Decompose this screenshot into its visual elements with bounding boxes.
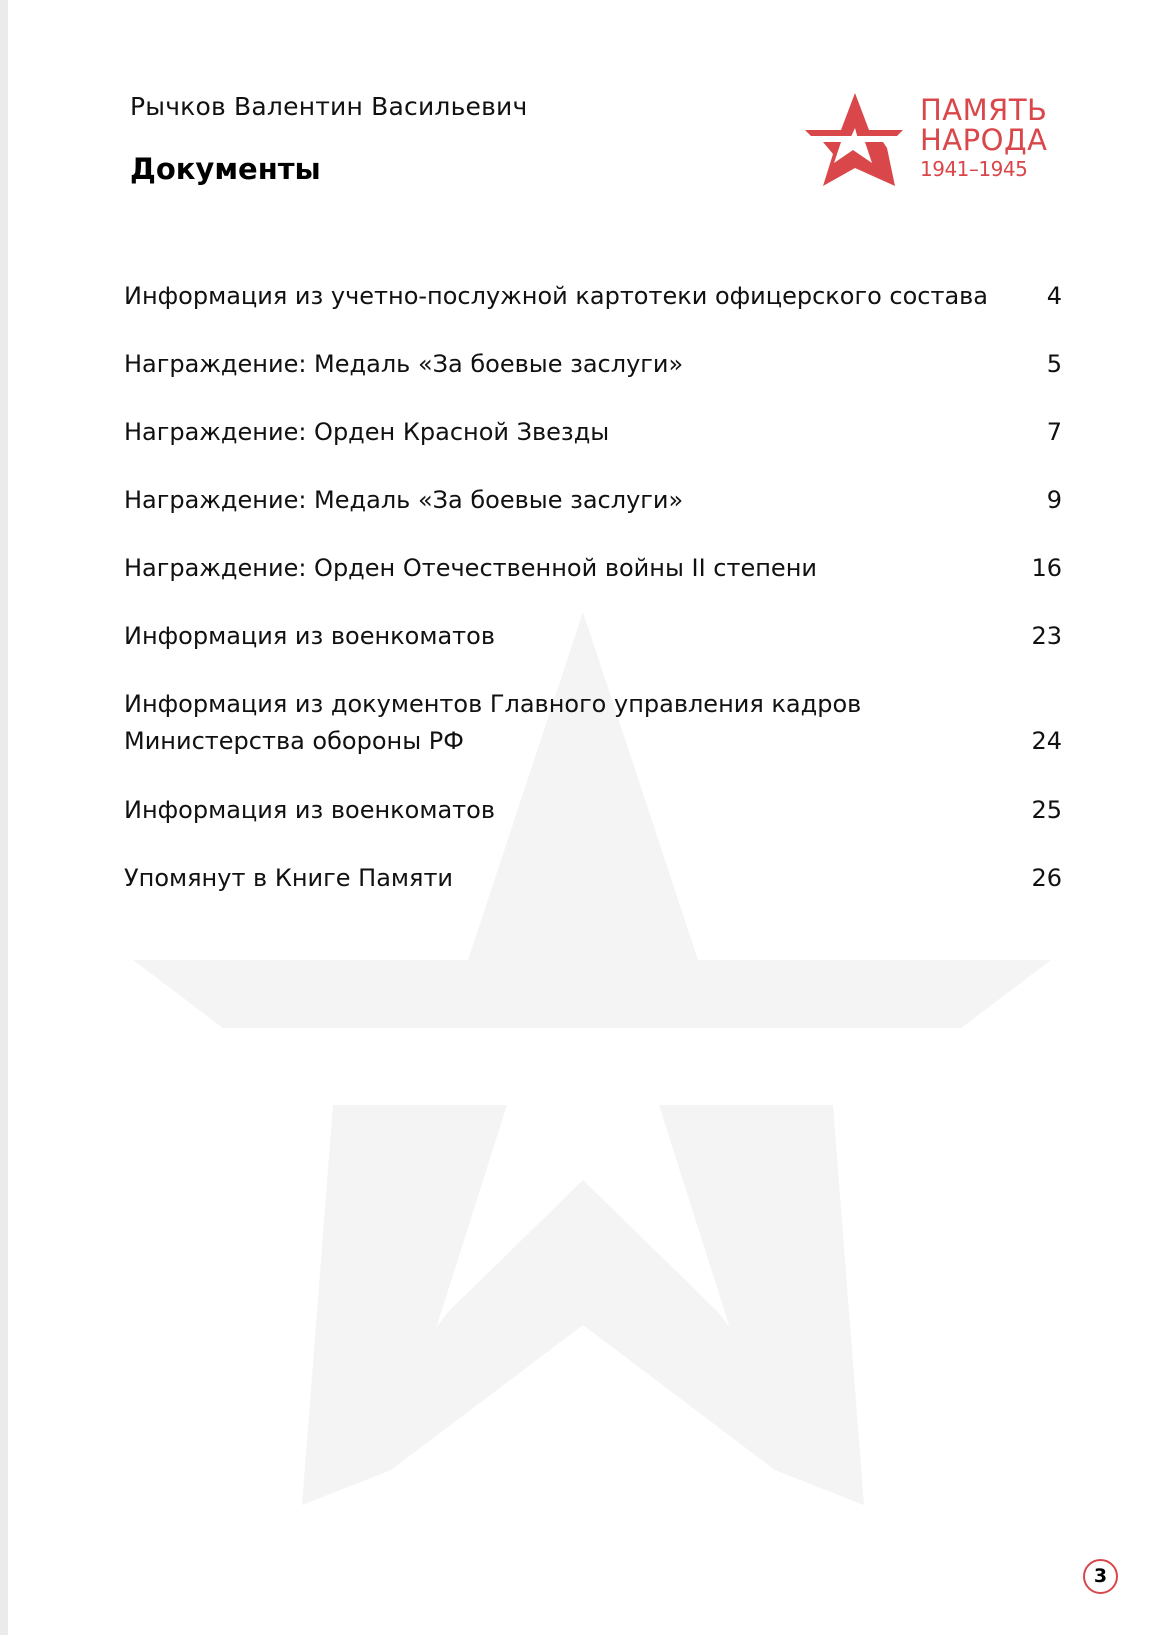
toc-entry-title: Награждение: Орден Красной Звезды — [124, 418, 610, 446]
toc-entry-title: Информация из учетно-послужной картотеки офицерского состава — [124, 282, 988, 310]
toc-entry[interactable] — [124, 414, 1062, 451]
toc-entry-title: Награждение: Медаль «За боевые заслуги» — [124, 350, 684, 378]
toc-entry-page: 5 — [1046, 350, 1062, 378]
toc-entry-page: 24 — [1031, 727, 1062, 755]
toc-entry-page: 16 — [1031, 554, 1062, 582]
pamyat-naroda-logo — [803, 88, 1063, 188]
toc-entry[interactable] — [124, 686, 1062, 760]
toc-entry[interactable] — [124, 860, 1062, 897]
logo-line2: НАРОДА — [920, 123, 1048, 157]
toc-entry[interactable] — [124, 618, 1062, 655]
toc-entry[interactable] — [124, 482, 1062, 519]
toc-entry[interactable] — [124, 792, 1062, 829]
toc-entry-page: 25 — [1031, 796, 1062, 824]
red-star-icon — [803, 88, 903, 188]
toc-entry-page: 9 — [1046, 486, 1062, 514]
logo-line1: ПАМЯТЬ — [920, 93, 1048, 127]
toc-entry-page: 23 — [1031, 622, 1062, 650]
section-title: Документы — [130, 152, 321, 186]
toc-entry-title: Информация из военкоматов — [124, 796, 495, 824]
toc-entry[interactable] — [124, 346, 1062, 383]
page-number-badge: 3 — [1083, 1559, 1118, 1594]
toc-entry-page: 26 — [1031, 864, 1062, 892]
toc-entry-title: Информация из документов Главного управления кадров Министерства обороны РФ — [124, 690, 862, 755]
toc-entry[interactable] — [124, 550, 1062, 587]
toc-entry-title: Информация из военкоматов — [124, 622, 495, 650]
toc-entry-title: Награждение: Орден Отечественной войны II степени — [124, 554, 817, 582]
toc-entry-title: Упомянут в Книге Памяти — [124, 864, 454, 892]
toc-entry[interactable] — [124, 278, 1062, 315]
logo-years: 1941–1945 — [920, 157, 1028, 181]
toc-entry-page: 7 — [1046, 418, 1062, 446]
document-page — [8, 0, 1168, 1635]
person-name: Рычков Валентин Васильевич — [130, 92, 528, 121]
toc-entry-page: 4 — [1046, 282, 1062, 310]
toc-entry-title: Награждение: Медаль «За боевые заслуги» — [124, 486, 684, 514]
